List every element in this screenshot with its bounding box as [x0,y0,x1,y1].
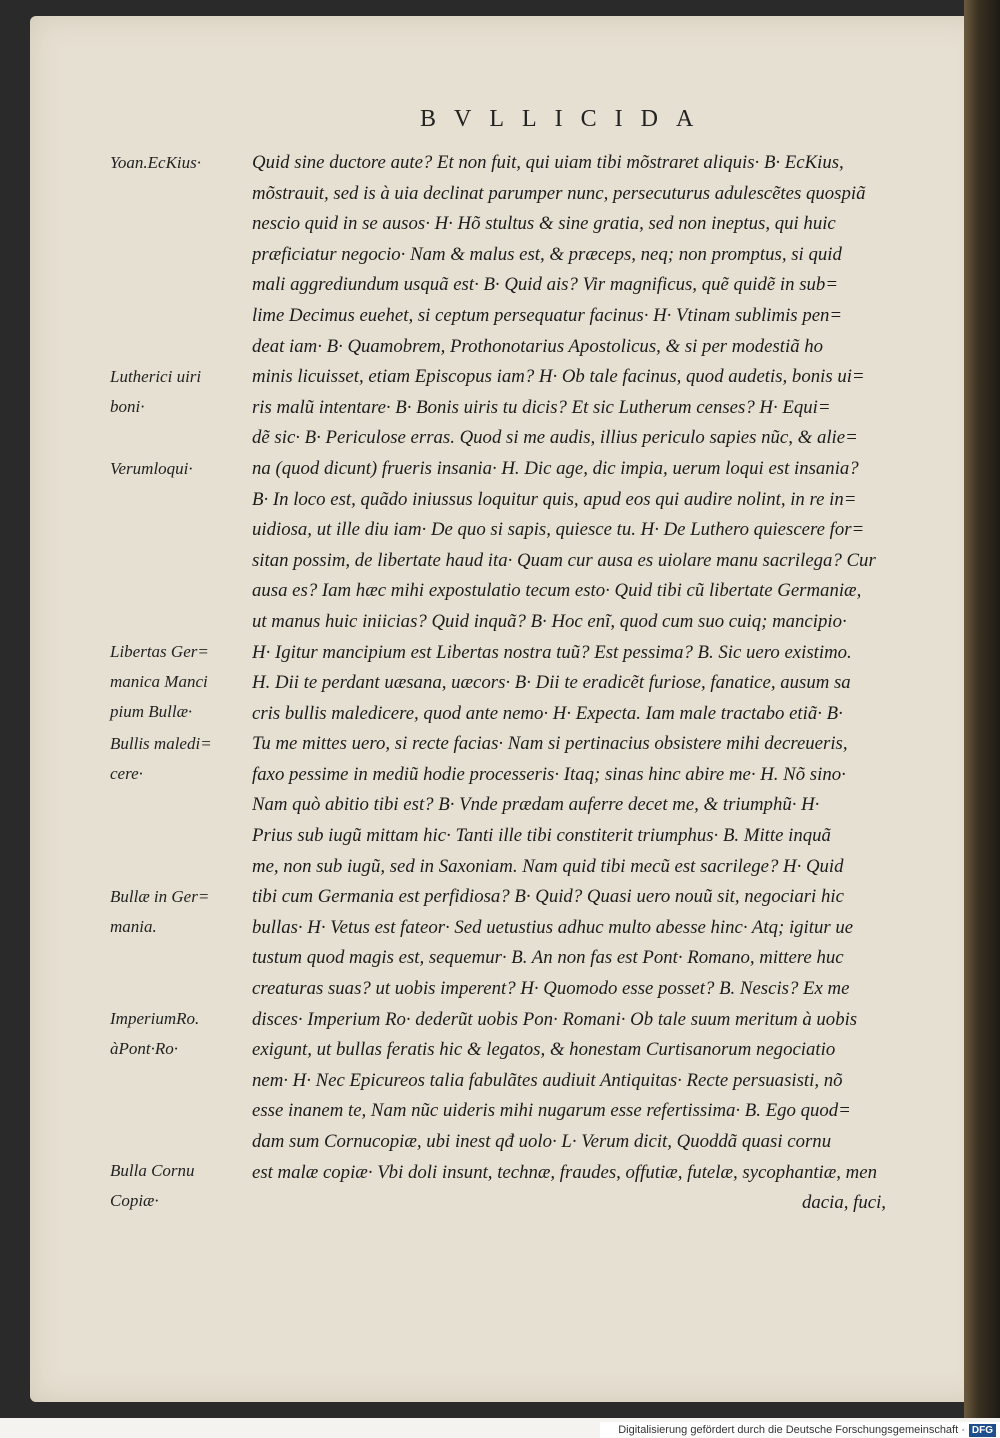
text-line: B· In loco est, quãdo iniussus loquitur quis, apud eos qui audire nolint, in re in= [252,488,857,510]
margin-note-line: Bullis maledi= [110,734,212,753]
text-line: disces· Imperium Ro· dederũt uobis Pon· Romani· Ob tale suum meritum à uobis [252,1008,858,1030]
book-spine [964,0,1000,1418]
text-line: esse inanem te, Nam nũc uideris mihi nugarum esse refertissima· B. Ego quod= [252,1100,851,1122]
margin-note-line: Lutherici uiri [110,367,202,386]
margin-note-line: Bulla Cornu [110,1161,195,1180]
margin-note [110,362,250,422]
margin-note [110,1004,250,1064]
text-line: mali aggrediundum usquã est· B· Quid ais? Vir magnificus, quẽ quidẽ in sub= [252,274,838,296]
margin-note [110,148,250,178]
margin-note [110,637,250,727]
margin-note-line: Yoan.EcKius· [110,153,202,172]
margin-note [110,454,250,484]
text-line: cris bullis maledicere, quod ante nemo· H· Expecta. Iam male tractabo etiã· B· [252,702,843,724]
body-text [252,148,936,1219]
margin-note-line: àPont·Ro· [110,1039,178,1058]
margin-note-line: Copiæ· [110,1191,159,1210]
text-line: exigunt, ut bullas feratis hic & legatos, & honestam Curtisanorum negociatio [252,1039,836,1061]
text-line: sitan possim, de libertate haud ita· Quam cur ausa es uiolare manu sacrilega? Cur [252,549,876,571]
margin-note-line: cere· [110,764,143,783]
margin-note-line: Bullæ in Ger= [110,887,210,906]
text-line: H· Igitur mancipium est Libertas nostra tuũ? Est pessima? B. Sic uero existimo. [252,641,852,663]
margin-note-line: manica Manci [110,672,208,691]
text-line: creaturas suas? ut uobis imperent? H· Quomodo esse posset? B. Nescis? Ex me [252,978,850,1000]
text-line: mõstrauit, sed is à uia declinat parumper nunc, persecuturus adulescẽtes quospiã [252,182,866,204]
text-line: tibi cum Germania est perfidiosa? B· Quid? Quasi uero nouũ sit, negociari hic [252,886,844,908]
text-line: Tu me mittes uero, si recte facias· Nam si pertinacius obsistere mihi decreueris, [252,733,848,755]
text-line: ris malũ intentare· B· Bonis uiris tu dicis? Et sic Lutherum censes? H· Equi= [252,396,831,418]
margin-notes [110,0,250,1300]
text-line: Nam quò abitio tibi est? B· Vnde prædam auferre decet me, & triumphũ· H· [252,794,820,816]
text-line: na (quod dicunt) frueris insania· H. Dic age, dic impia, uerum loqui est insania? [252,457,859,479]
text-line: nescio quid in se ausos· H· Hõ stultus & sine gratia, sed non ineptus, qui huic [252,213,836,235]
margin-note [110,882,250,942]
text-line: lime Decimus euehet, si ceptum persequatur facinus· H· Vtinam sublimis pen= [252,304,843,326]
margin-note-line: mania. [110,917,157,936]
text-line: ausa es? Iam hæc mihi expostulatio tecum esto· Quid tibi cũ libertate Germaniæ, [252,580,862,602]
margin-note-line: Libertas Ger= [110,642,209,661]
text-line: ut manus huic iniicias? Quid inquã? B· Hoc enĩ, quod cum suo cuiq; mancipio· [252,610,847,632]
text-line: bullas· H· Vetus est fateor· Sed uetustius adhuc multo abesse hinc· Atq; igitur ue [252,916,854,938]
text-line: nem· H· Nec Epicureos talia fabulãtes audiuit Antiquitas· Recte persuasisti, nõ [252,1069,843,1091]
text-line: H. Dii te perdant uæsana, uæcors· B· Dii te eradicẽt furiose, fanatice, ausum sa [252,672,851,694]
text-line: tustum quod magis est, sequemur· B. An non fas est Pont· Romano, mittere huc [252,947,844,969]
margin-note-line: ImperiumRo. [110,1009,200,1028]
text-line: minis licuisset, etiam Episcopus iam? H· Ob tale facinus, quod audetis, bonis ui= [252,366,865,388]
text-line: præficiatur negocio· Nam & malus est, & præceps, neq; non promptus, si quid [252,243,842,265]
text-line: me, non sub iugũ, sed in Saxoniam. Nam quid tibi mecũ est sacrilege? H· Quid [252,855,844,877]
text-line: Prius sub iugũ mittam hic· Tanti ille tibi constiterit triumphus· B. Mitte inquã [252,825,831,847]
margin-note-line: pium Bullæ· [110,702,193,721]
digitization-footer [600,1422,1000,1438]
margin-note-line: boni· [110,397,145,416]
margin-note [110,1156,250,1216]
text-line: Quid sine ductore aute? Et non fuit, qui uiam tibi mõstraret aliquis· B· EcKius, [252,152,844,173]
text-line: uidiosa, ut ille diu iam· De quo si sapis, quiesce tu. H· De Luthero quiescere for= [252,519,865,541]
margin-note [110,729,250,789]
margin-note-line: Verumloqui· [110,459,193,478]
text-line: dẽ sic· B· Periculose erras. Quod si me audis, illius periculo sapies nũc, & alie= [252,427,858,449]
running-head: BVLLICIDA [420,106,712,132]
text-line: faxo pessime in mediũ hodie processeris· Itaq; sinas hinc abire me· H. Nõ sino· [252,763,846,785]
text-line: est malæ copiæ· Vbi doli insunt, technæ, fraudes, offutiæ, futelæ, sycophantiæ, men [252,1161,877,1183]
footer-text: Digitalisierung gefördert durch die Deutsche Forschungsgemeinschaft · [618,1424,965,1436]
text-line: deat iam· B· Quamobrem, Prothonotarius Apostolicus, & si per modestiã ho [252,335,824,357]
dfg-logo-icon: DFG [969,1424,996,1437]
text-line: dam sum Cornucopiæ, ubi inest qđ uolo· L· Verum dicit, Quoddã quasi cornu [252,1131,832,1152]
text-line-catchword: dacia, fuci, [802,1192,886,1214]
